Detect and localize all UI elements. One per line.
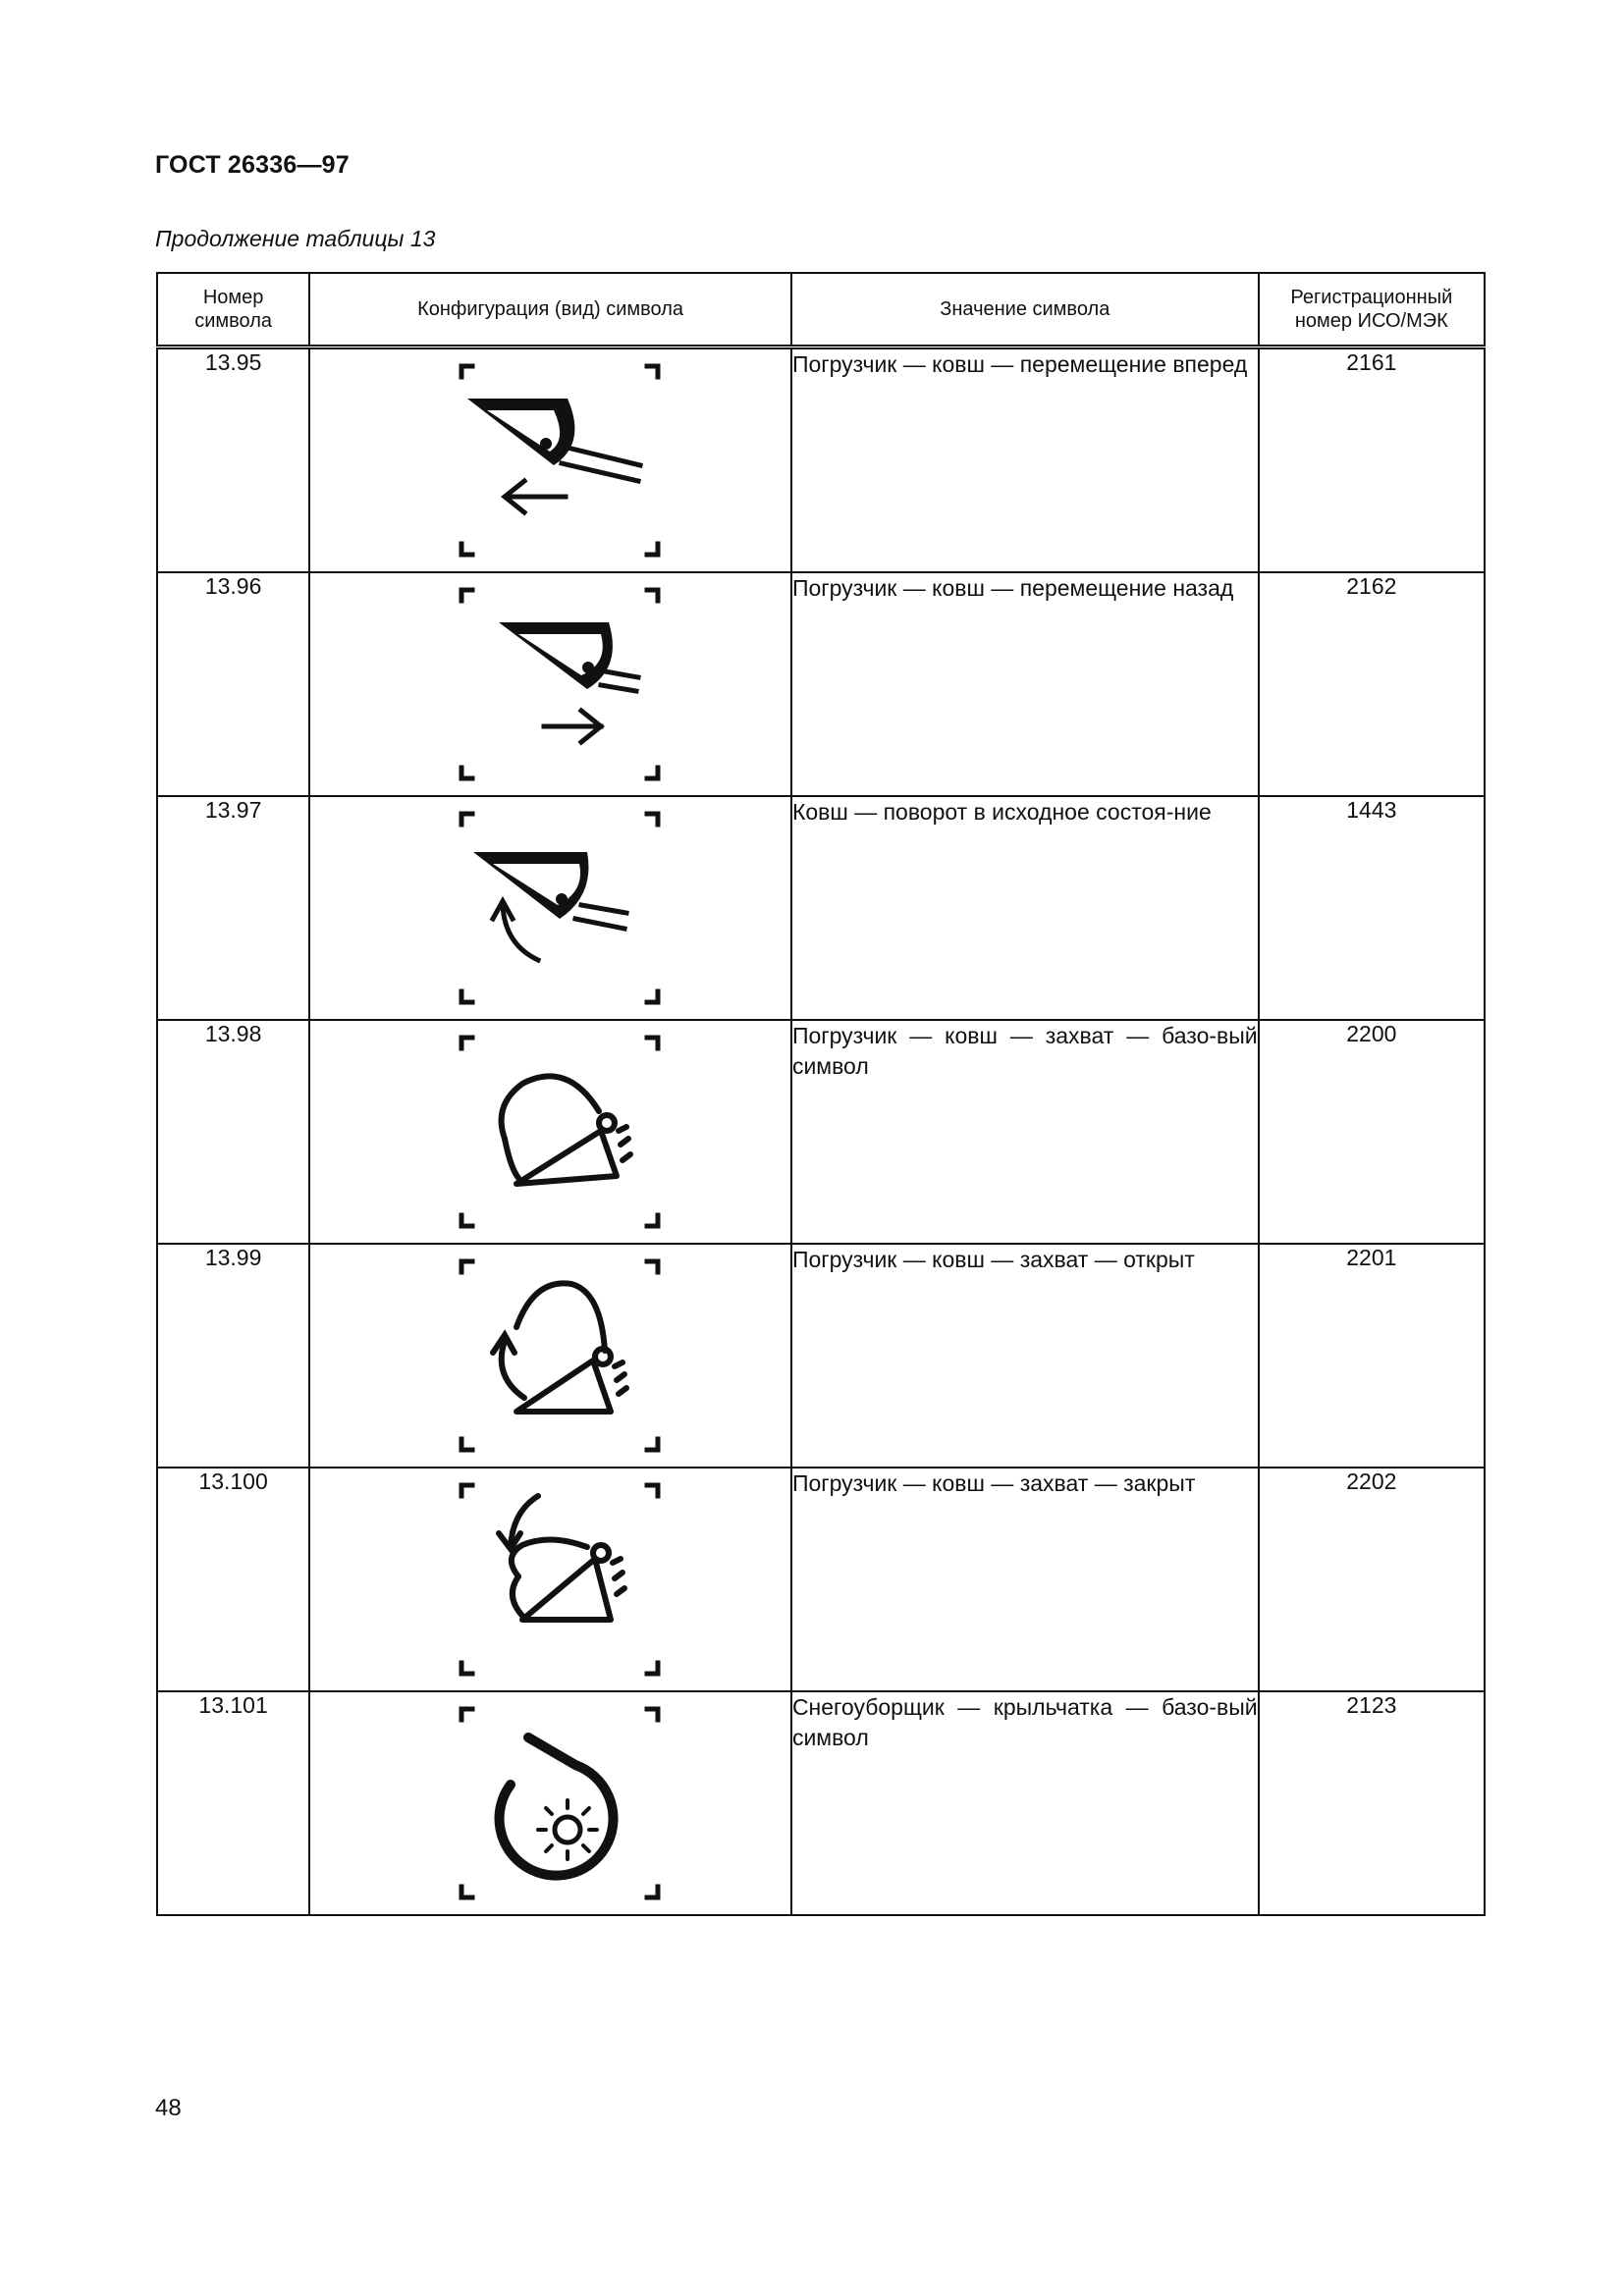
symbol-meaning: Погрузчик — ковш — перемещение назад bbox=[791, 572, 1259, 796]
column-header-registration: Регистрационный номер ИСО/МЭК bbox=[1259, 273, 1485, 347]
registration-number: 2200 bbox=[1259, 1020, 1485, 1244]
registration-number: 1443 bbox=[1259, 796, 1485, 1020]
column-header-number: Номер символа bbox=[157, 273, 309, 347]
symbol-number: 13.96 bbox=[157, 572, 309, 796]
table-header-row bbox=[157, 273, 1485, 347]
page-number: 48 bbox=[155, 2095, 182, 2121]
symbol-number: 13.95 bbox=[157, 347, 309, 573]
symbol-number: 13.100 bbox=[157, 1468, 309, 1691]
symbol-cell bbox=[309, 1244, 791, 1468]
loader-bucket-forward-icon bbox=[310, 349, 791, 571]
table-row bbox=[157, 1244, 1485, 1468]
symbol-meaning: Погрузчик — ковш — захват — открыт bbox=[791, 1244, 1259, 1468]
symbol-number: 13.99 bbox=[157, 1244, 309, 1468]
registration-number: 2202 bbox=[1259, 1468, 1485, 1691]
bucket-return-to-dig-icon bbox=[310, 797, 791, 1019]
snowblower-impeller-icon bbox=[310, 1692, 791, 1914]
document-header: ГОСТ 26336—97 bbox=[155, 151, 350, 179]
registration-number: 2162 bbox=[1259, 572, 1485, 796]
column-header-symbol: Конфигурация (вид) символа bbox=[309, 273, 791, 347]
table-row bbox=[157, 796, 1485, 1020]
symbol-meaning: Ковш — поворот в исходное состоя-ние bbox=[791, 796, 1259, 1020]
symbol-number: 13.97 bbox=[157, 796, 309, 1020]
loader-bucket-clam-icon bbox=[310, 1021, 791, 1243]
symbol-number: 13.98 bbox=[157, 1020, 309, 1244]
symbol-meaning: Погрузчик — ковш — захват — закрыт bbox=[791, 1468, 1259, 1691]
table-caption: Продолжение таблицы 13 bbox=[155, 226, 436, 251]
loader-bucket-clam-open-icon bbox=[310, 1245, 791, 1467]
table-row bbox=[157, 572, 1485, 796]
symbol-cell bbox=[309, 796, 791, 1020]
registration-number: 2123 bbox=[1259, 1691, 1485, 1915]
symbol-number: 13.101 bbox=[157, 1691, 309, 1915]
symbol-meaning: Снегоуборщик — крыльчатка — базо-вый символ bbox=[791, 1691, 1259, 1915]
table-row bbox=[157, 1020, 1485, 1244]
symbol-cell bbox=[309, 572, 791, 796]
symbol-cell bbox=[309, 1691, 791, 1915]
symbol-cell bbox=[309, 1020, 791, 1244]
column-header-meaning: Значение символа bbox=[791, 273, 1259, 347]
registration-number: 2201 bbox=[1259, 1244, 1485, 1468]
symbol-cell bbox=[309, 347, 791, 573]
symbol-cell bbox=[309, 1468, 791, 1691]
table-row bbox=[157, 347, 1485, 573]
loader-bucket-clam-close-icon bbox=[310, 1468, 791, 1690]
symbol-meaning: Погрузчик — ковш — захват — базо-вый символ bbox=[791, 1020, 1259, 1244]
table-row bbox=[157, 1691, 1485, 1915]
symbols-table bbox=[156, 272, 1486, 1916]
table-row bbox=[157, 1468, 1485, 1691]
symbol-meaning: Погрузчик — ковш — перемещение вперед bbox=[791, 347, 1259, 573]
registration-number: 2161 bbox=[1259, 347, 1485, 573]
loader-bucket-backward-icon bbox=[310, 573, 791, 795]
